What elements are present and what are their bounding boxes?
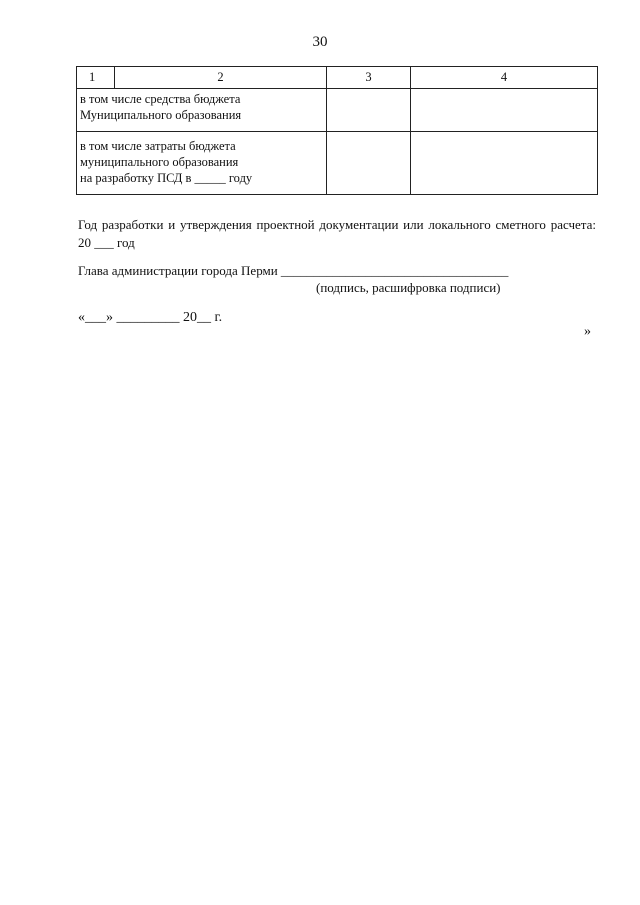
row-value-col3 (327, 132, 411, 195)
header-cell-1: 1 (77, 67, 115, 89)
row-label-line: Муниципального образования (80, 108, 242, 122)
header-cell-4: 4 (411, 67, 598, 89)
header-cell-3: 3 (327, 67, 411, 89)
row-value-col4 (411, 132, 598, 195)
head-signature-line: Глава администрации города Перми ___________________________________ (78, 263, 509, 278)
row-label-line: муниципального образования (80, 155, 239, 169)
row-label-cell (77, 132, 327, 195)
table-row (77, 89, 598, 132)
row-value-col4 (411, 89, 598, 132)
header-cell-2: 2 (115, 67, 327, 89)
form-table (76, 66, 598, 195)
row-label-line: на разработку ПСД в _____ году (80, 171, 253, 185)
table-row (77, 132, 598, 195)
row-label-line: в том числе средства бюджета (80, 92, 241, 106)
row-label-line: в том числе затраты бюджета (80, 139, 236, 153)
row-label-cell (77, 89, 327, 132)
date-line: «___» _________ 20__ г. (78, 310, 223, 325)
signature-caption: (подпись, расшифровка подписи) (316, 280, 501, 295)
development-year-value: 20 ___ год (78, 235, 135, 250)
page-number: 30 (312, 34, 328, 50)
closing-quote: » (584, 324, 591, 339)
row-value-col3 (327, 89, 411, 132)
development-year-text: Год разработки и утверждения проектной документации или локального сметного расчета: (78, 217, 596, 232)
table-header-row (77, 67, 598, 89)
